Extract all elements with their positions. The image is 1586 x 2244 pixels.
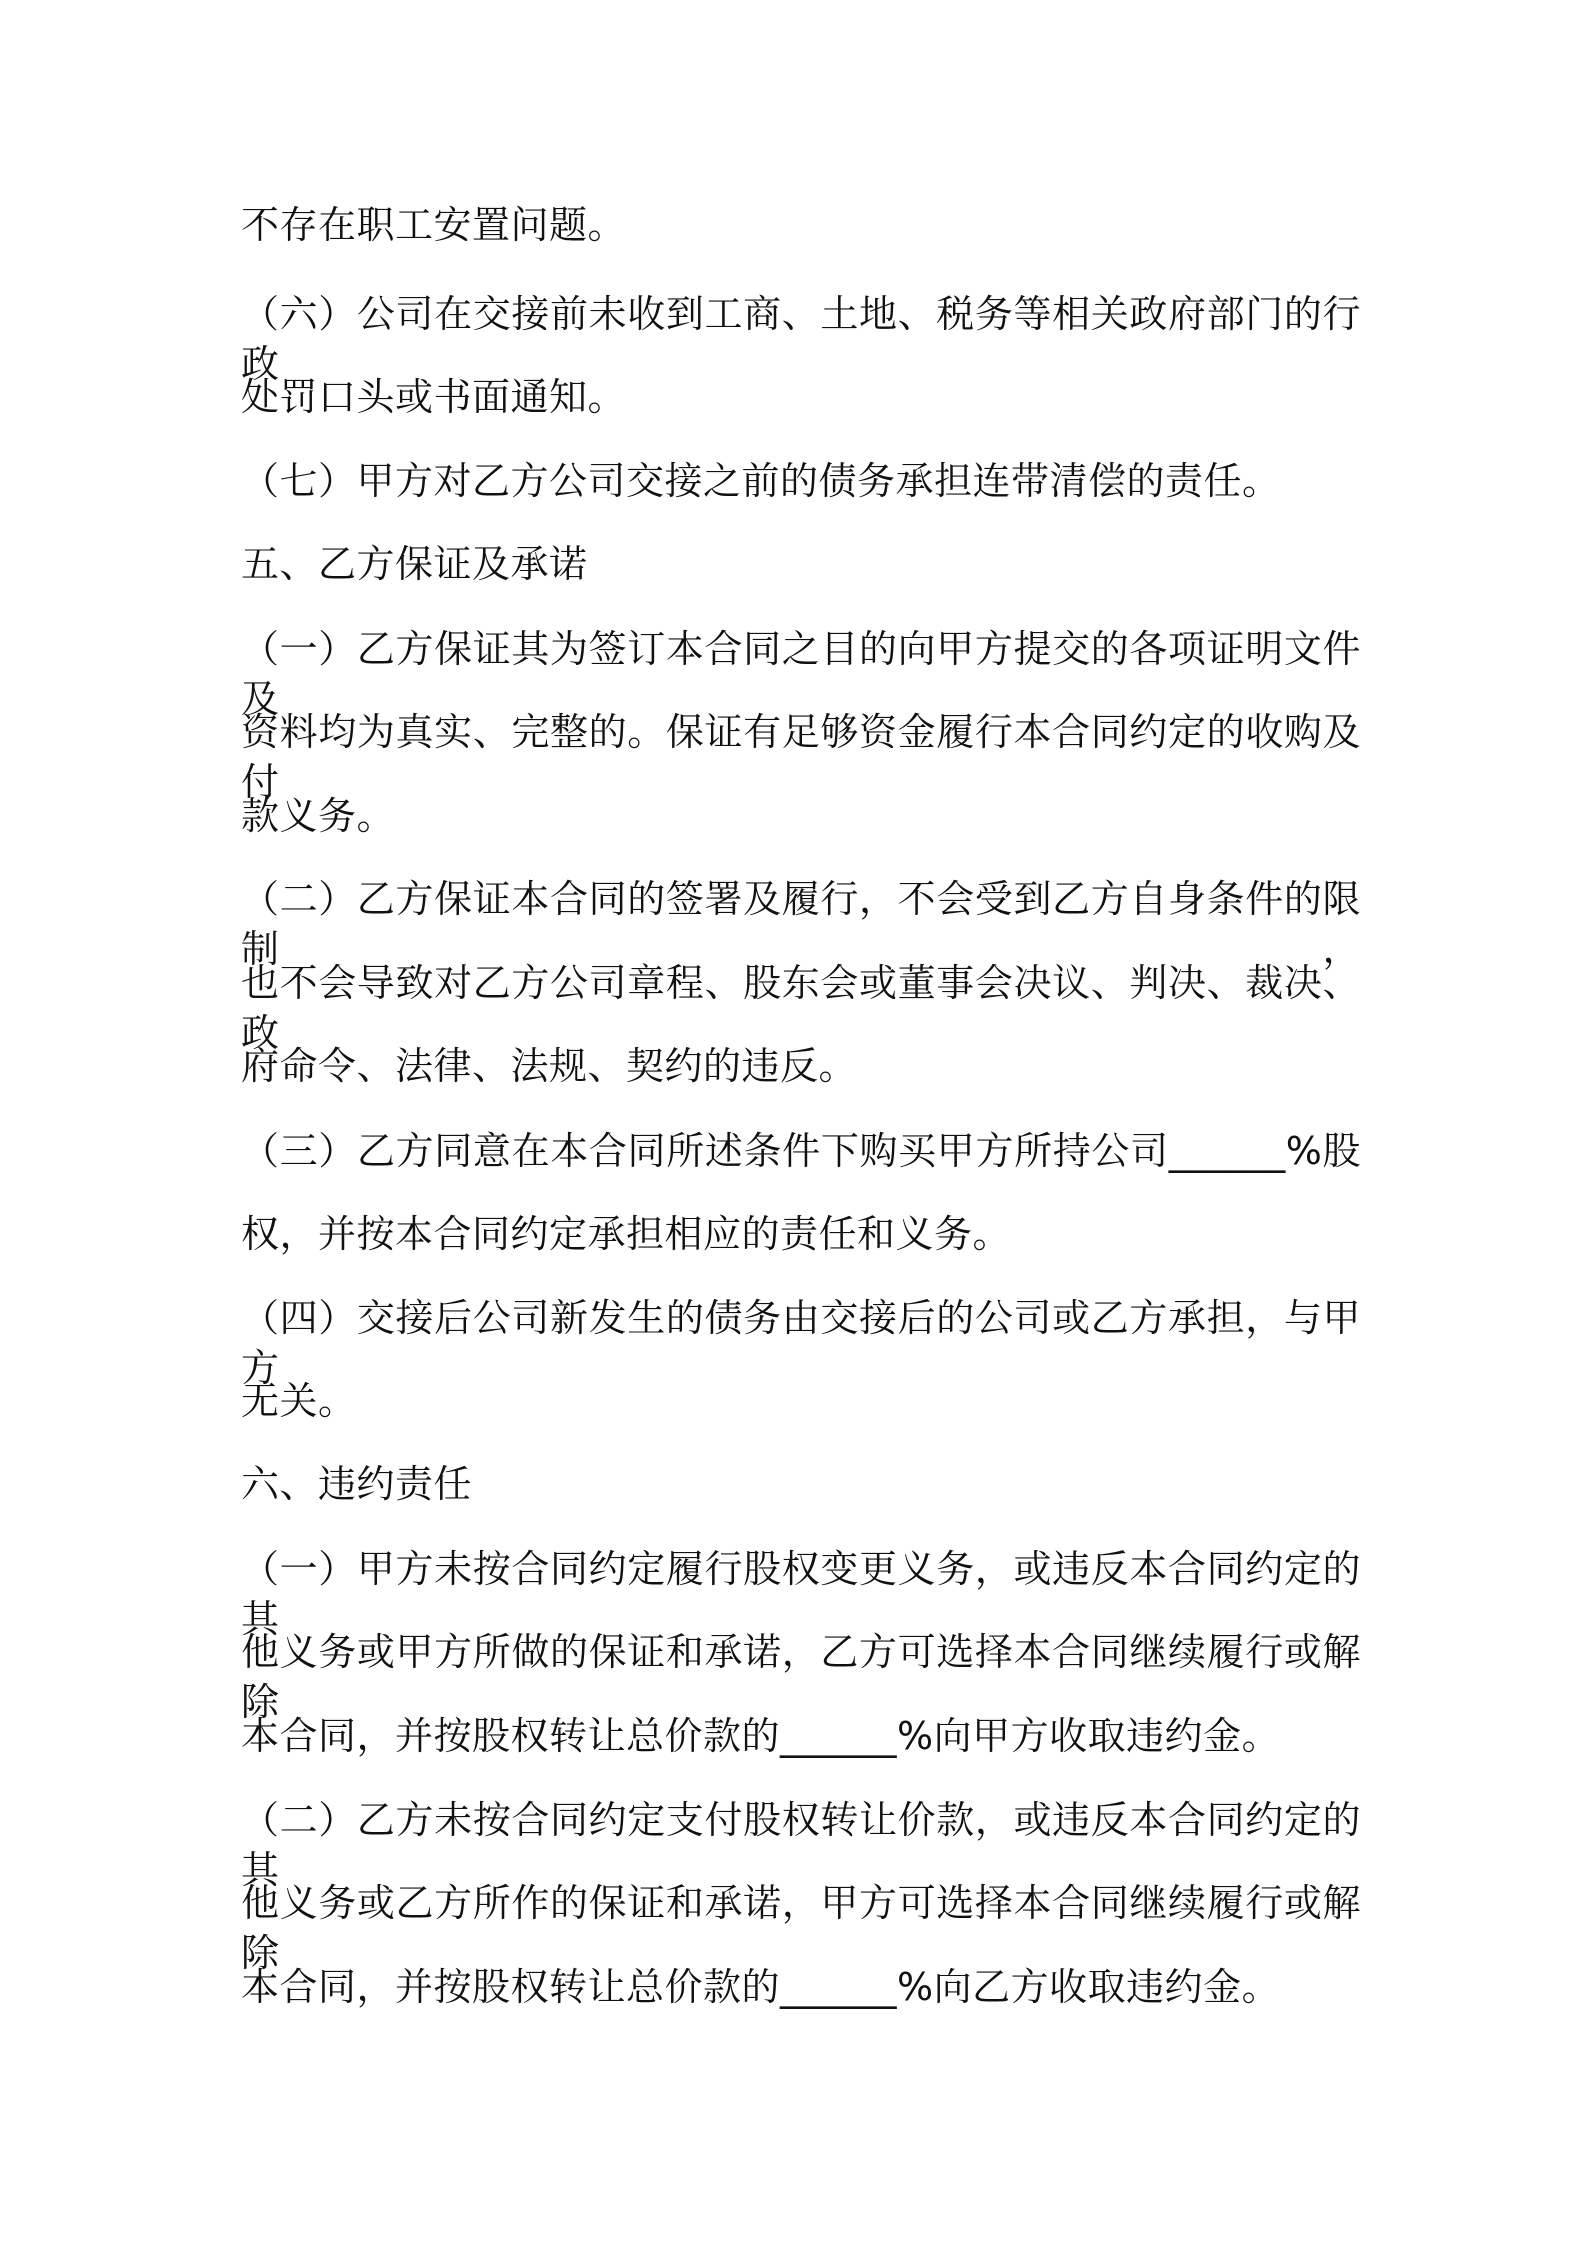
text-line: （四）交接后公司新发生的债务由交接后的公司或乙方承担，与甲方 xyxy=(241,1296,1361,1390)
text-line: （六）公司在交接前未收到工商、土地、税务等相关政府部门的行政 xyxy=(241,292,1361,386)
text-line: 他义务或甲方所做的保证和承诺，乙方可选择本合同继续履行或解除 xyxy=(241,1630,1361,1724)
text-line: （七）甲方对乙方公司交接之前的债务承担连带清偿的责任。 xyxy=(241,459,1281,503)
text-line: 资料均为真实、完整的。保证有足够资金履行本合同约定的收购及付 xyxy=(241,710,1361,804)
section-heading: 六、违约责任 xyxy=(241,1462,473,1506)
text-line: 本合同，并按股权转让总价款的______%向甲方收取违约金。 xyxy=(241,1714,1281,1758)
section-heading: 五、乙方保证及承诺 xyxy=(241,542,588,586)
text-line: （一）甲方未按合同约定履行股权变更义务，或违反本合同约定的其 xyxy=(241,1547,1361,1641)
text-line: 本合同，并按股权转让总价款的______%向乙方收取违约金。 xyxy=(241,1965,1281,2009)
text-line: （二）乙方未按合同约定支付股权转让价款，或违反本合同约定的其 xyxy=(241,1798,1361,1892)
text-line: （三）乙方同意在本合同所述条件下购买甲方所持公司______%股 xyxy=(241,1129,1361,1173)
text-line: 款义务。 xyxy=(241,794,396,838)
text-line: （二）乙方保证本合同的签署及履行，不会受到乙方自身条件的限制， xyxy=(241,877,1361,971)
text-line: 权，并按本合同约定承担相应的责任和义务。 xyxy=(241,1212,1012,1256)
text-line: 也不会导致对乙方公司章程、股东会或董事会决议、判决、裁决、政 xyxy=(241,961,1361,1055)
text-line: 处罚口头或书面通知。 xyxy=(241,375,627,419)
text-line: 他义务或乙方所作的保证和承诺，甲方可选择本合同继续履行或解除 xyxy=(241,1881,1361,1975)
text-line: 无关。 xyxy=(241,1379,357,1423)
text-line: 府命令、法律、法规、契约的违反。 xyxy=(241,1044,858,1088)
text-line: （一）乙方保证其为签订本合同之目的向甲方提交的各项证明文件及 xyxy=(241,627,1361,721)
text-line: 不存在职工安置问题。 xyxy=(241,203,627,247)
